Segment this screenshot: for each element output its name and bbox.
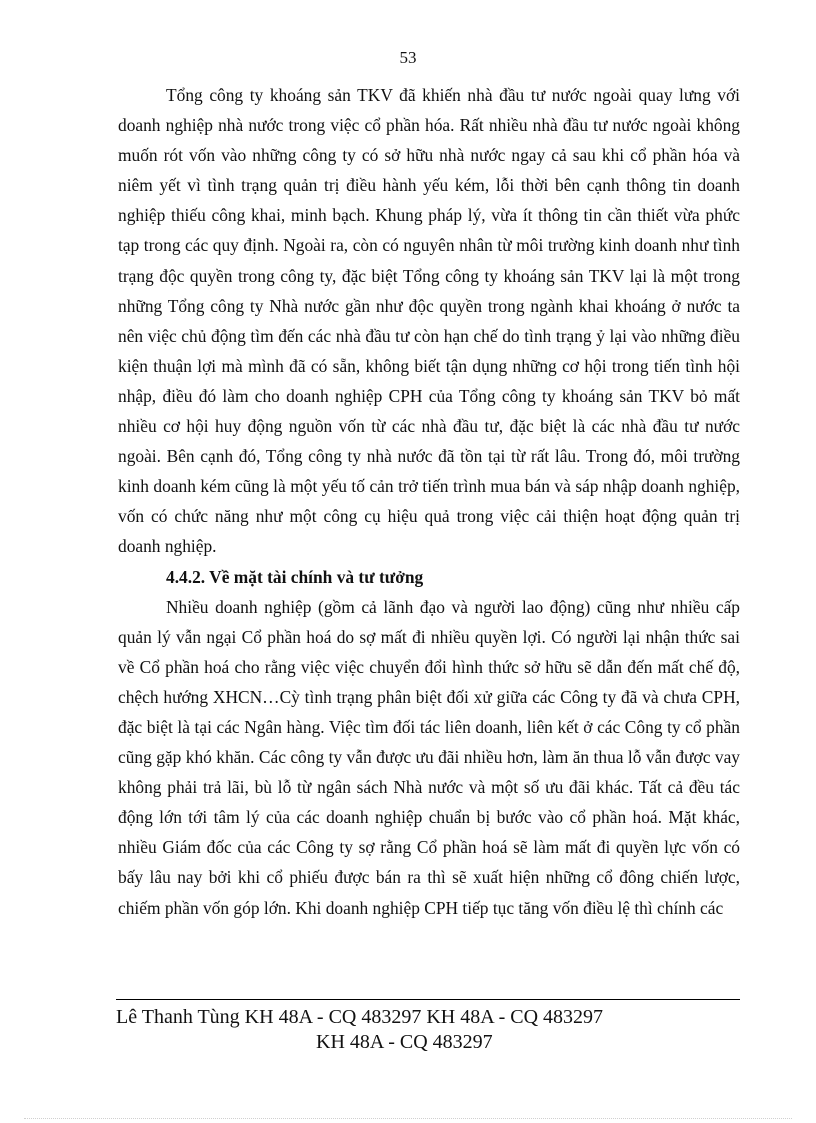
footer-line-2: KH 48A - CQ 483297: [316, 1031, 493, 1053]
document-body: [118, 80, 740, 923]
body-paragraph-2: Nhiều doanh nghiệp (gồm cả lãnh đạo và người lao động) cũng như nhiều cấp quản lý vẫn ngại Cổ phần hoá do sợ mất đi nhiều quyền lợi. Có người lại nhận thức sai về Cổ phần hoá cho rằng việc việc chuyển đổi hình thức sở hữu sẽ dẫn đến mất chế độ, chệch hướng XHCN…Cỳ tình trạng phân biệt đối xử giữa các Công ty đã và chưa CPH, đặc biệt là tại các Ngân hàng. Việc tìm đối tác liên doanh, liên kết ở các Công ty cổ phần cũng gặp khó khăn. Các công ty vẫn được ưu đãi nhiều hơn, làm ăn thua lỗ vẫn được vay không phải trả lãi, bù lỗ từ ngân sách Nhà nước và một số ưu đãi khác. Tất cả đều tác động lớn tới tâm lý của các doanh nghiệp chuẩn bị bước vào cổ phần hoá. Mặt khác, nhiều Giám đốc của các Công ty sợ rằng Cổ phần hoá sẽ làm mất đi quyền lực vốn có bấy lâu nay bởi khi cổ phiếu được bán ra thì sẽ xuất hiện những cổ đông chiến lược, chiếm phần vốn góp lớn. Khi doanh nghiệp CPH tiếp tục tăng vốn điều lệ thì chính các: [118, 596, 740, 918]
page-number: 53: [399, 48, 417, 67]
page-footer: [116, 1005, 676, 1055]
page-bottom-dotted-divider: [24, 1118, 792, 1119]
section-heading: 4.4.2. Về mặt tài chính và tư tưởng: [166, 566, 424, 587]
footer-line-1: Lê Thanh Tùng KH 48A - CQ 483297 KH 48A - CQ 483297: [116, 1006, 604, 1028]
footer-divider: [116, 999, 740, 1000]
body-paragraph-1: Tổng công ty khoáng sản TKV đã khiến nhà đầu tư nước ngoài quay lưng với doanh nghiệp nhà nước trong việc cổ phần hóa. Rất nhiều nhà đầu tư nước ngoài không muốn rót vốn vào những công ty có sở hữu nhà nước ngay cả sau khi cổ phần hóa và niêm yết vì tình trạng quản trị điều hành yếu kém, lỗi thời bên cạnh thông tin doanh nghiệp thiếu công khai, minh bạch. Khung pháp lý, vừa ít thông tin cần thiết vừa phức tạp trong các quy định. Ngoài ra, còn có nguyên nhân từ môi trường kinh doanh như tình trạng độc quyền trong công ty, đặc biệt Tổng công ty khoáng sản TKV lại là một trong những Tổng công ty Nhà nước gần như độc quyền trong ngành khai khoáng ở nước ta nên việc chủ động tìm đến các nhà đầu tư còn hạn chế do tình trạng ỷ lại vào những điều kiện thuận lợi mà mình đã có sẵn, không biết tận dụng những cơ hội trong tiến tình hội nhập, điều đó làm cho doanh nghiệp CPH của Tổng công ty khoáng sản TKV bỏ mất nhiều cơ hội huy động nguồn vốn từ các nhà đầu tư, đặc biệt là các nhà đầu tư nước ngoài. Bên cạnh đó, Tổng công ty nhà nước đã tồn tại từ rất lâu. Trong đó, môi trường kinh doanh kém cũng là một yếu tố cản trở tiến trình mua bán và sáp nhập doanh nghiệp, vốn có chức năng như một công cụ hiệu quả trong việc cải thiện hoạt động quản trị doanh nghiệp.: [118, 85, 740, 557]
